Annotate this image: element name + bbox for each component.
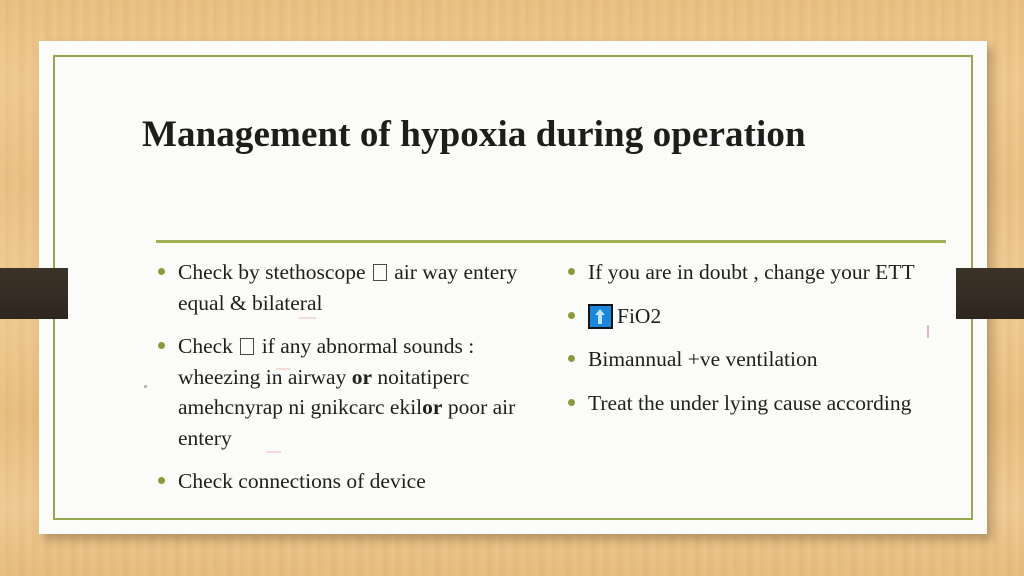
bullet-item: FiO2 xyxy=(561,301,961,332)
spellcheck-underline-artifact xyxy=(299,317,316,319)
right-content-column xyxy=(561,257,961,431)
up-arrow-icon xyxy=(588,304,613,329)
bullet-item: If you are in doubt , change your ETT xyxy=(561,257,961,288)
missing-glyph-icon xyxy=(373,264,387,281)
left-content-column xyxy=(151,257,551,510)
page-title: Management of hypoxia during operation xyxy=(142,114,806,155)
missing-glyph-icon xyxy=(240,338,254,355)
capture-artifact-speck xyxy=(144,385,147,388)
bullet-item: Check if any abnormal sounds : wheezing in airway or noitatiperc amehcnyrap ni gnikcarc ekilor poor air entery xyxy=(151,331,551,453)
spellcheck-underline-artifact xyxy=(276,368,291,370)
bullet-item: Treat the under lying cause according xyxy=(561,388,961,419)
emphasis-text: or xyxy=(422,395,443,420)
title-divider xyxy=(156,240,946,243)
bullet-item: Check by stethoscope air way entery equal & bilateral xyxy=(151,257,551,318)
right-edge-tab xyxy=(956,268,1024,319)
left-bullet-list xyxy=(151,257,551,497)
bullet-item: Check connections of device xyxy=(151,466,551,497)
spellcheck-underline-artifact xyxy=(266,451,281,453)
left-edge-tab xyxy=(0,268,68,319)
emphasis-text: or xyxy=(351,364,373,389)
right-bullet-list xyxy=(561,257,961,418)
slide-card xyxy=(39,41,987,534)
capture-artifact-mark xyxy=(927,325,929,338)
bullet-item: Bimannual +ve ventilation xyxy=(561,344,961,375)
